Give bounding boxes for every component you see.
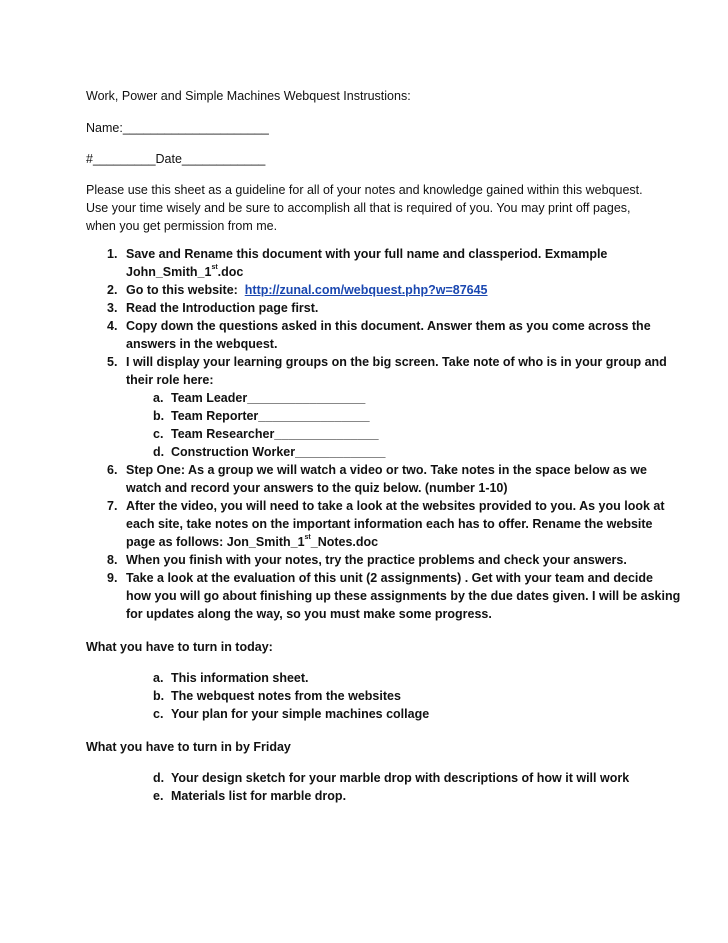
turn-in-item: [86, 706, 646, 723]
step-text-continued: John_Smith_1st.doc: [126, 264, 244, 279]
step-text: Copy down the questions asked in this document. Answer them as you come across the: [126, 319, 651, 333]
today-heading: What you have to turn in today:: [86, 640, 273, 654]
step-text: Take a look at the evaluation of this unit (2 assignments) . Get with your team and decide: [126, 571, 653, 585]
list-item-continuation: [86, 336, 646, 353]
role-text: Team Reporter________________: [171, 409, 370, 423]
step-text-continued: answers in the webquest.: [126, 337, 278, 351]
step-text: Save and Rename this document with your full name and classperiod. Exmample: [126, 247, 608, 261]
list-item: [86, 318, 651, 335]
role-item: [86, 444, 646, 461]
step-number: 5.: [107, 355, 118, 369]
role-text: Team Leader_________________: [171, 391, 366, 405]
role-letter: d.: [153, 445, 165, 459]
item-letter: d.: [153, 771, 165, 785]
list-item-continuation: [86, 606, 646, 623]
step-text: When you finish with your notes, try the practice problems and check your answers.: [126, 553, 627, 567]
turn-in-item: [86, 688, 646, 705]
step-text: I will display your learning groups on the big screen. Take note of who is in your group and: [126, 355, 667, 369]
intro-line-1: Please use this sheet as a guideline for all of your notes and knowledge gained within this webquest.: [86, 183, 643, 197]
list-item-continuation: [86, 372, 646, 389]
item-letter: c.: [153, 707, 164, 721]
list-item: [86, 354, 667, 371]
list-item-continuation: [86, 480, 646, 497]
item-text: Your design sketch for your marble drop with descriptions of how it will work: [171, 771, 630, 785]
step-text: Go to this website: http://zunal.com/webquest.php?w=87645: [126, 283, 488, 297]
turn-in-item: [86, 788, 646, 805]
list-item-continuation: [86, 534, 646, 551]
step-text-continued: each site, take notes on the important information each has to offer. Rename the website: [126, 517, 653, 531]
step-text-continued: page as follows: Jon_Smith_1st_Notes.doc: [126, 534, 379, 549]
item-letter: a.: [153, 671, 164, 685]
step-text-continued: for updates along the way, so you must make some progress.: [126, 607, 492, 621]
role-text: Construction Worker_____________: [171, 445, 386, 459]
item-text: The webquest notes from the websites: [171, 689, 401, 703]
step-text: Step One: As a group we will watch a video or two. Take notes in the space below as we: [126, 463, 647, 477]
item-letter: b.: [153, 689, 165, 703]
list-item: [86, 246, 646, 263]
list-item: [86, 462, 646, 479]
list-item: [86, 282, 646, 299]
step-text-continued: their role here:: [126, 373, 214, 387]
item-text: This information sheet.: [171, 671, 309, 685]
list-item-continuation: [86, 264, 646, 281]
step-text: After the video, you will need to take a look at the websites provided to you. As you look at: [126, 499, 665, 513]
document-title: Work, Power and Simple Machines Webquest Instrustions:: [86, 89, 411, 103]
step-text: Read the Introduction page first.: [126, 301, 319, 315]
step-text-continued: how you will go about finishing up these assignments by the due dates given. I will be asking: [126, 589, 681, 603]
step-number: 1.: [107, 247, 118, 261]
list-item: [86, 498, 665, 515]
item-letter: e.: [153, 789, 164, 803]
step-text-continued: watch and record your answers to the quiz below. (number 1-10): [126, 481, 508, 495]
role-item: [86, 408, 646, 425]
friday-heading: What you have to turn in by Friday: [86, 740, 291, 754]
step-number: 3.: [107, 301, 118, 315]
turn-in-item: [86, 770, 646, 787]
role-text: Team Researcher_______________: [171, 427, 379, 441]
step-number: 8.: [107, 553, 118, 567]
step-number: 4.: [107, 319, 118, 333]
step-number: 2.: [107, 283, 118, 297]
number-date-field-line: #_________Date____________: [86, 152, 266, 166]
list-item: [86, 300, 646, 317]
step-number: 9.: [107, 571, 118, 585]
role-letter: b.: [153, 409, 165, 423]
role-item: [86, 426, 646, 443]
list-item-continuation: [86, 516, 653, 533]
role-letter: a.: [153, 391, 164, 405]
list-item-continuation: [86, 588, 681, 605]
intro-line-3: when you get permission from me.: [86, 219, 278, 233]
webquest-link[interactable]: http://zunal.com/webquest.php?w=87645: [244, 283, 488, 297]
name-field-line: Name:_____________________: [86, 121, 269, 135]
list-item: [86, 552, 646, 569]
step-number: 7.: [107, 499, 118, 513]
turn-in-item: [86, 670, 646, 687]
step-number: 6.: [107, 463, 118, 477]
role-letter: c.: [153, 427, 164, 441]
item-text: Materials list for marble drop.: [171, 789, 347, 803]
role-item: [86, 390, 646, 407]
list-item: [86, 570, 653, 587]
item-text: Your plan for your simple machines collage: [171, 707, 430, 721]
intro-line-2: Use your time wisely and be sure to accomplish all that is required of you. You may print off pages,: [86, 201, 631, 215]
